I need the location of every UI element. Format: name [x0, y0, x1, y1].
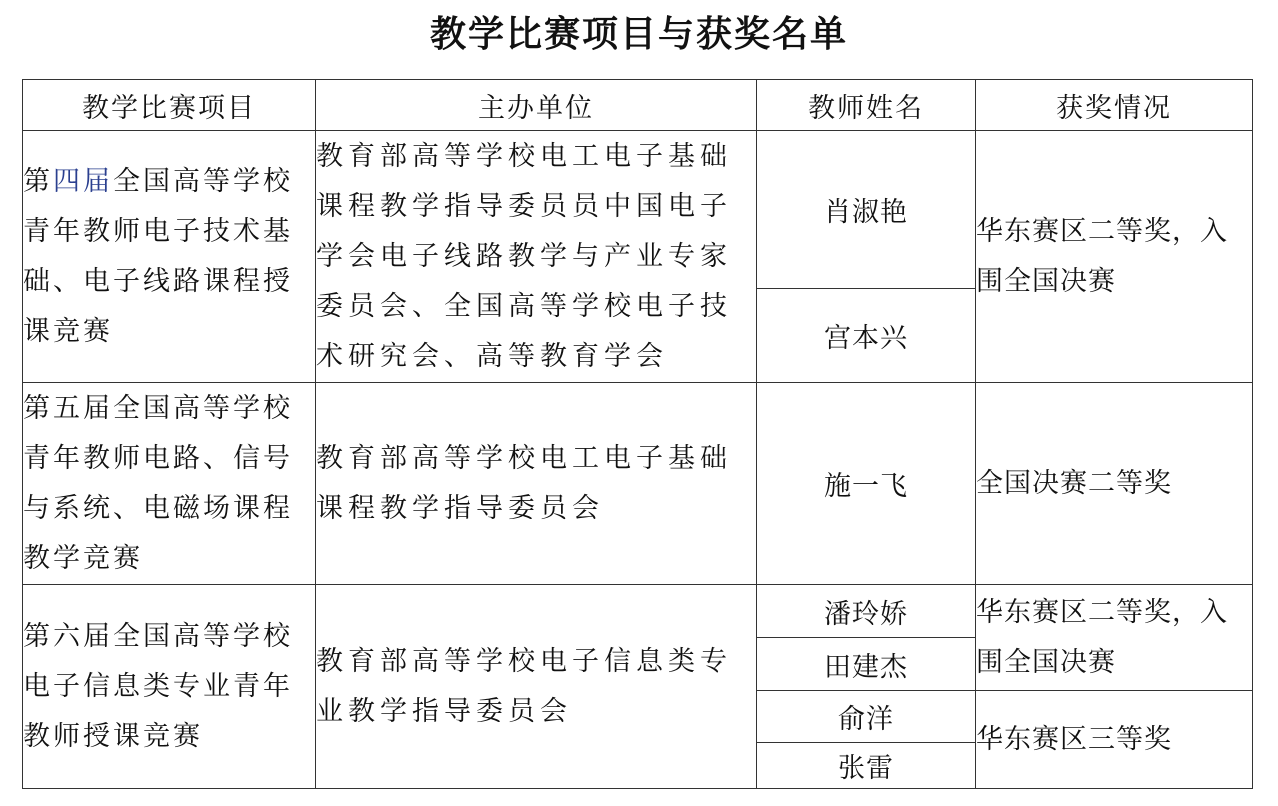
organizer-cell: 教育部高等学校电子信息类专业教学指导委员会: [316, 585, 757, 789]
organizer-cell: 教育部高等学校电工电子基础课程教学指导委员员中国电子学会电子线路教学与产业专家委员会、全国高等学校电子技术研究会、高等教育学会: [316, 131, 757, 383]
header-row: [23, 80, 1253, 131]
teacher-cell: 田建杰: [757, 638, 976, 691]
award-cell: 华东赛区二等奖，入围全国决赛: [976, 585, 1253, 691]
contest-rest: 全国高等学校青年教师电子技术基础、电子线路课程授课竞赛: [23, 165, 293, 347]
contest-cell: 第六届全国高等学校电子信息类专业青年教师授课竞赛: [23, 585, 316, 789]
header-contest: 教学比赛项目: [23, 80, 316, 131]
award-cell: 华东赛区三等奖: [976, 691, 1253, 789]
table-row: [23, 131, 1253, 289]
header-organizer: 主办单位: [316, 80, 757, 131]
award-cell: 全国决赛二等奖: [976, 383, 1253, 585]
teacher-cell: 施一飞: [757, 383, 976, 585]
contest-cell: [23, 131, 316, 383]
teacher-cell: 肖淑艳: [757, 131, 976, 289]
header-teacher: 教师姓名: [757, 80, 976, 131]
contest-highlight: 四届: [53, 165, 113, 197]
teacher-cell: 张雷: [757, 743, 976, 789]
teacher-cell: 俞洋: [757, 691, 976, 743]
contest-cell: 第五届全国高等学校青年教师电路、信号与系统、电磁场课程教学竞赛: [23, 383, 316, 585]
awards-table: [22, 79, 1253, 789]
teacher-cell: 潘玲娇: [757, 585, 976, 638]
page-title: 教学比赛项目与获奖名单: [429, 13, 848, 55]
table-row: [23, 585, 1253, 638]
contest-prefix: 第: [23, 165, 53, 197]
organizer-cell: 教育部高等学校电工电子基础课程教学指导委员会: [316, 383, 757, 585]
table-row: [23, 383, 1253, 585]
award-cell: 华东赛区二等奖，入围全国决赛: [976, 131, 1253, 383]
header-award: 获奖情况: [976, 80, 1253, 131]
teacher-cell: 宫本兴: [757, 289, 976, 383]
